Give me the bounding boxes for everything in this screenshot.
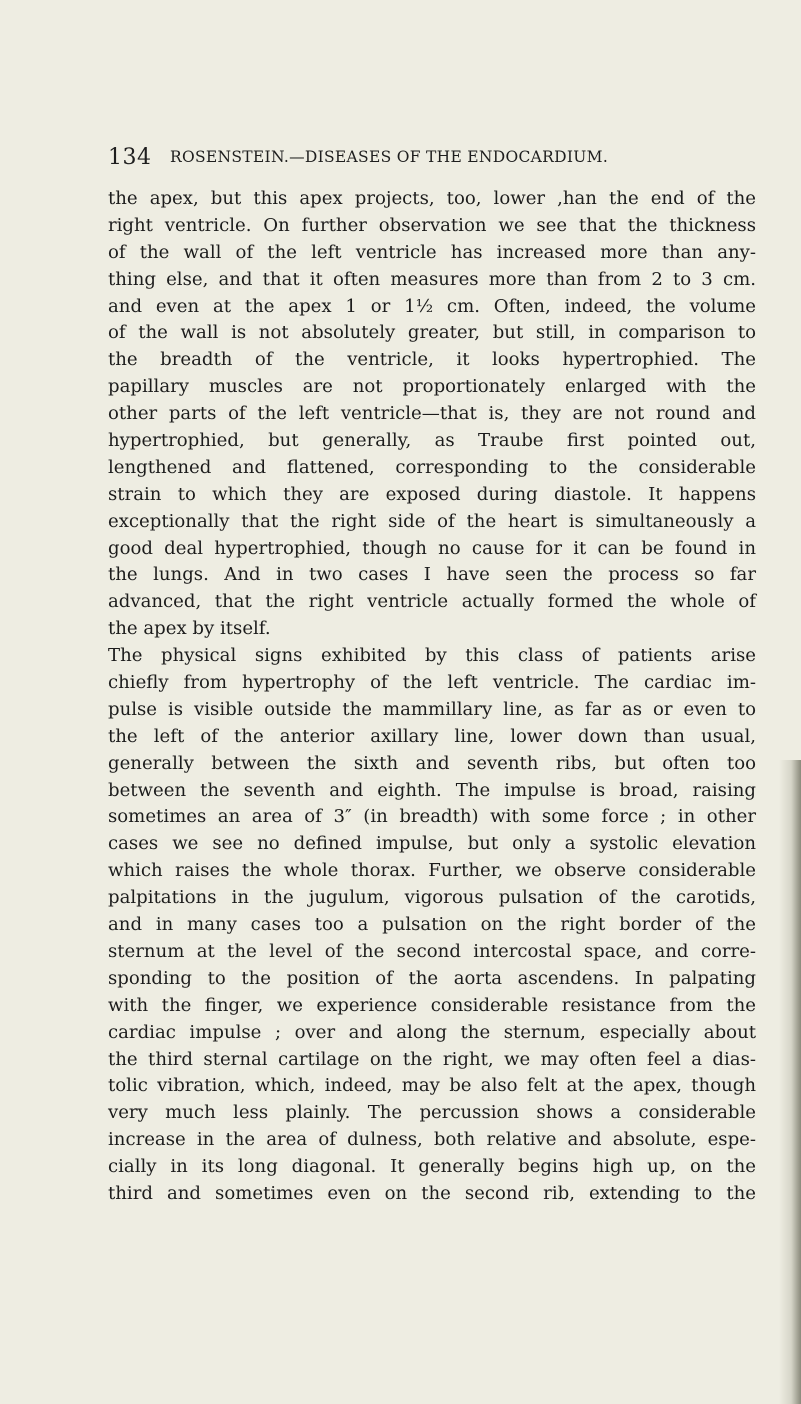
text-line: tolic vibration, which, indeed, may be also felt at the apex, though: [108, 1075, 756, 1097]
text-line: the left of the anterior axillary line, lower down than usual,: [108, 725, 756, 747]
running-head-title: ROSENSTEIN.—DISEASES OF THE ENDOCARDIUM.: [170, 148, 609, 166]
text-line: cially in its long diagonal. It generally begins high up, on the: [108, 1156, 756, 1178]
text-line: cardiac impulse ; over and along the sternum, especially about: [108, 1021, 756, 1043]
page-edge-shadow: [779, 760, 801, 1404]
text-line: strain to which they are exposed during diastole. It happens: [108, 483, 756, 505]
text-line: and even at the apex 1 or 1½ cm. Often, indeed, the volume: [108, 295, 756, 317]
text-line: generally between the sixth and seventh ribs, but often too: [108, 752, 756, 774]
text-line: the lungs. And in two cases I have seen the process so far: [108, 564, 756, 586]
text-line: papillary muscles are not proportionately enlarged with the: [108, 376, 756, 398]
page-number: 134: [108, 145, 152, 170]
text-line: the third sternal cartilage on the right, we may often feel a dias-: [108, 1048, 756, 1070]
text-line: third and sometimes even on the second rib, extending to the: [108, 1182, 756, 1204]
text-line: right ventricle. On further observation we see that the thickness: [108, 214, 756, 236]
paragraph-end-line: the apex by itself.: [108, 618, 271, 640]
text-line: hypertrophied, but generally, as Traube first pointed out,: [108, 430, 756, 452]
text-line: sometimes an area of 3″ (in breadth) with some force ; in other: [108, 806, 756, 828]
text-line: which raises the whole thorax. Further, we observe considerable: [108, 860, 756, 882]
running-head: [108, 145, 688, 177]
text-line: exceptionally that the right side of the heart is simultaneously a: [108, 510, 756, 532]
text-line: very much less plainly. The percussion shows a considerable: [108, 1102, 756, 1124]
text-line: the breadth of the ventricle, it looks hypertrophied. The: [108, 349, 756, 371]
text-line: good deal hypertrophied, though no cause for it can be found in: [108, 537, 756, 559]
text-line: chiefly from hypertrophy of the left ventricle. The cardiac im-: [108, 672, 756, 694]
text-line: and in many cases too a pulsation on the right border of the: [108, 914, 756, 936]
text-line: the apex, but this apex projects, too, lower ,han the end of the: [108, 188, 756, 209]
text-line: sternum at the level of the second intercostal space, and corre-: [108, 940, 756, 962]
paragraph-start-line: The physical signs exhibited by this class of patients arise: [108, 645, 756, 667]
text-line: increase in the area of dulness, both relative and absolute, espe-: [108, 1129, 756, 1151]
text-line: with the finger, we experience considerable resistance from the: [108, 994, 756, 1016]
text-line: of the wall of the left ventricle has increased more than any-: [108, 241, 756, 263]
text-line: of the wall is not absolutely greater, but still, in comparison to: [108, 322, 756, 344]
text-line: lengthened and flattened, corresponding to the considerable: [108, 456, 756, 478]
body-text: [108, 186, 756, 1208]
text-line: pulse is visible outside the mammillary line, as far as or even to: [108, 698, 756, 720]
text-line: between the seventh and eighth. The impulse is broad, raising: [108, 779, 756, 801]
text-line: cases we see no defined impulse, but only a systolic elevation: [108, 833, 756, 855]
text-line: thing else, and that it often measures more than from 2 to 3 cm.: [108, 268, 756, 290]
text-line: sponding to the position of the aorta ascendens. In palpating: [108, 967, 756, 989]
text-line: palpitations in the jugulum, vigorous pulsation of the carotids,: [108, 887, 756, 909]
text-line: advanced, that the right ventricle actually formed the whole of: [108, 591, 756, 613]
text-line: other parts of the left ventricle—that is, they are not round and: [108, 403, 756, 425]
